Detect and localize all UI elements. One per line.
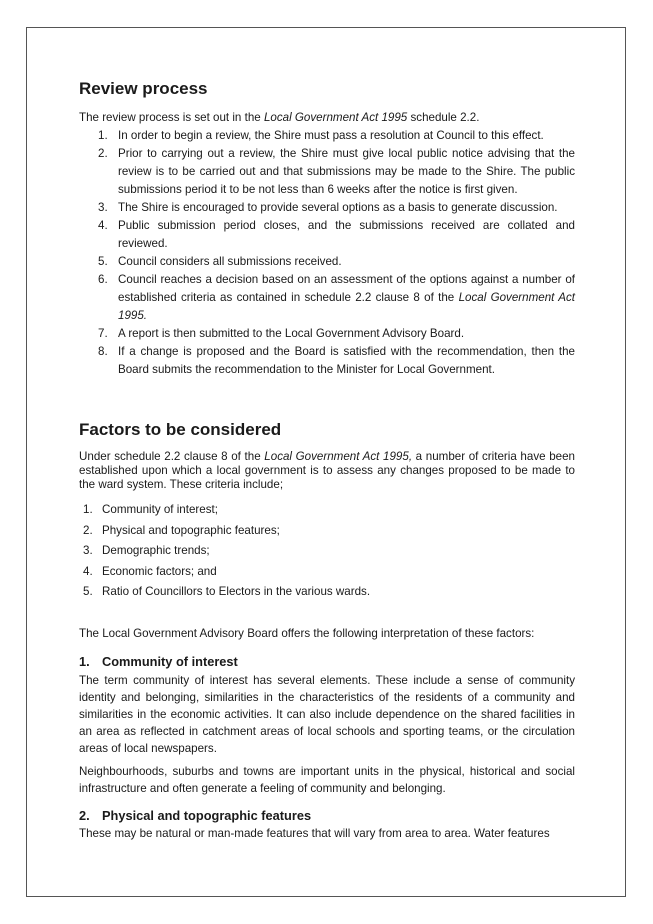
criteria-list xyxy=(79,500,370,603)
list-item: 4. Economic factors; and xyxy=(83,564,217,578)
interpretation-text: The Local Government Advisory Board offers the following interpretation of these factors: xyxy=(79,627,535,640)
list-item: 2. Physical and topographic features; xyxy=(83,523,280,537)
list-item: 1. Community of interest; xyxy=(83,503,218,516)
list-item: 5. Ratio of Councillors to Electors in the various wards. xyxy=(83,585,371,598)
factors-intro: Under schedule 2.2 clause 8 of the Local Government Act 1995, a number of criteria have been established upon which a local government is to assess any changes proposed to be made to the ward system. These criteria include; xyxy=(79,450,575,491)
list-item: 6. Council reaches a decision based on an assessment of the options against a number of established criteria as contained in schedule 2.2 clause 8 of the Local Government Act 1995. xyxy=(98,273,575,322)
factors-heading: Factors to be considered xyxy=(79,420,282,439)
physical-features-heading: 2. Physical and topographic features xyxy=(79,808,312,823)
review-process-heading: Review process xyxy=(79,79,208,98)
list-item: 5. Council considers all submissions received. xyxy=(98,255,342,268)
list-item: 1. In order to begin a review, the Shire must pass a resolution at Council to this effect. xyxy=(98,129,544,142)
review-steps-list xyxy=(79,127,575,379)
review-intro: The review process is set out in the Local Government Act 1995 schedule 2.2. xyxy=(79,111,480,124)
list-item: 3. Demographic trends; xyxy=(83,544,210,557)
list-item: 8. If a change is proposed and the Board is satisfied with the recommendation, then the Board submits the recommendation to the Minister for Local Government. xyxy=(98,345,575,376)
physical-paragraph-1: These may be natural or man-made features that will vary from area to area. Water features xyxy=(79,827,550,840)
community-of-interest-heading: 1. Community of interest xyxy=(79,654,238,669)
list-item: 7. A report is then submitted to the Local Government Advisory Board. xyxy=(98,327,465,340)
community-paragraph-1: The term community of interest has several elements. These include a sense of community identity and belonging, similarities in the characteristics of the residents of a community and similarities in the economic activities. It can also include dependence on the shared facilities in an area as reflected in catchment areas of local schools and sporting teams, or the circulation areas of local newspapers. xyxy=(79,674,575,755)
list-item: 2. Prior to carrying out a review, the Shire must give local public notice advising that the review is to be carried out and that submissions may be made to the Shire. The public submissions period it to be not less than 6 weeks after the notice is first given. xyxy=(98,147,575,196)
community-paragraph-2: Neighbourhoods, suburbs and towns are important units in the physical, historical and social infrastructure and often generate a feeling of community and belonging. xyxy=(79,765,575,795)
list-item: 4. Public submission period closes, and the submissions received are collated and reviewed. xyxy=(98,219,575,250)
list-item: 3. The Shire is encouraged to provide several options as a basis to generate discussion. xyxy=(98,201,558,214)
